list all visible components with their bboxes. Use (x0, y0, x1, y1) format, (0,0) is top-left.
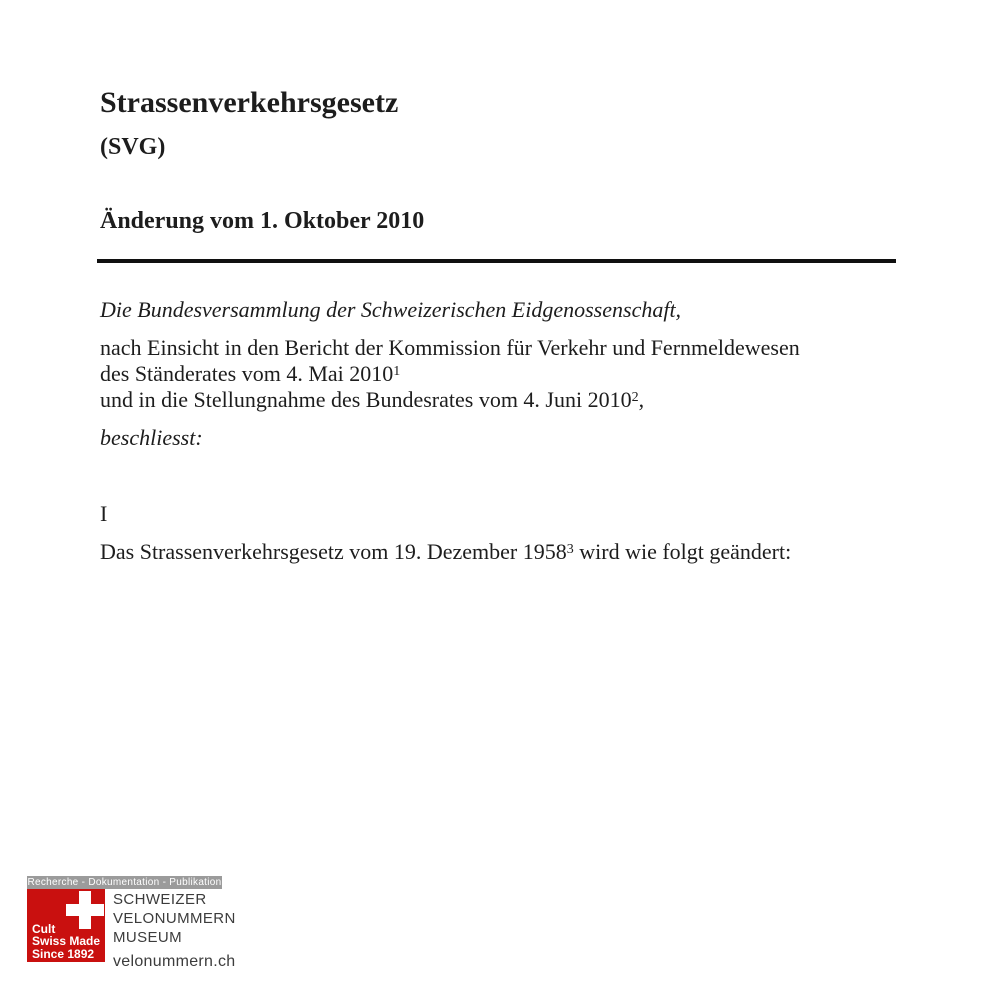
preamble-actor: Die Bundesversammlung der Schweizerischen Eidgenossenschaft, (100, 297, 682, 322)
swiss-badge (27, 889, 105, 962)
preamble-line-1: nach Einsicht in den Bericht der Kommission für Verkehr und Fernmeldewesen (100, 335, 800, 360)
amendment-heading: Änderung vom 1. Oktober 2010 (100, 208, 425, 234)
badge-line-swiss-made: Swiss Made (32, 934, 101, 948)
footnote-ref-3: 3 (566, 542, 574, 557)
museum-name-line-2: VELONUMMERN (113, 910, 236, 927)
badge-line-since: Since 1892 (32, 946, 95, 961)
section-sentence (100, 539, 900, 565)
badge-text (32, 923, 100, 961)
museum-name-line-3: MUSEUM (113, 929, 183, 946)
badge-line-cult: Cult (32, 921, 56, 936)
document-title: Strassenverkehrsgesetz (100, 86, 399, 119)
section-number: I (100, 501, 108, 526)
museum-website: velonummern.ch (113, 953, 236, 970)
heading-rule (97, 259, 896, 263)
preamble-line-2: des Ständerates vom 4. Mai 2010 (100, 361, 394, 386)
section-sentence-start: Das Strassenverkehrsgesetz vom 19. Dezember 1958 (100, 539, 567, 564)
museum-logo (27, 876, 236, 971)
museum-name-block (113, 889, 236, 971)
footnote-ref-2: 2 (631, 390, 639, 405)
preamble-line-3-suffix: , (638, 387, 645, 412)
footnote-ref-1: 1 (393, 364, 401, 379)
preamble-line-3: und in die Stellungnahme des Bundesrates vom 4. Juni 2010 (100, 387, 632, 412)
document-content (100, 0, 900, 565)
document-abbreviation: (SVG) (100, 134, 166, 160)
section-sentence-end: wird wie folgt geändert: (573, 539, 792, 564)
museum-name-line-1: SCHWEIZER (113, 891, 207, 908)
logo-banner: Recherche - Dokumentation - Publikation (27, 877, 222, 888)
logo-body (27, 889, 236, 971)
decree-word: beschliesst: (100, 425, 203, 450)
preamble-paragraph (100, 335, 900, 413)
